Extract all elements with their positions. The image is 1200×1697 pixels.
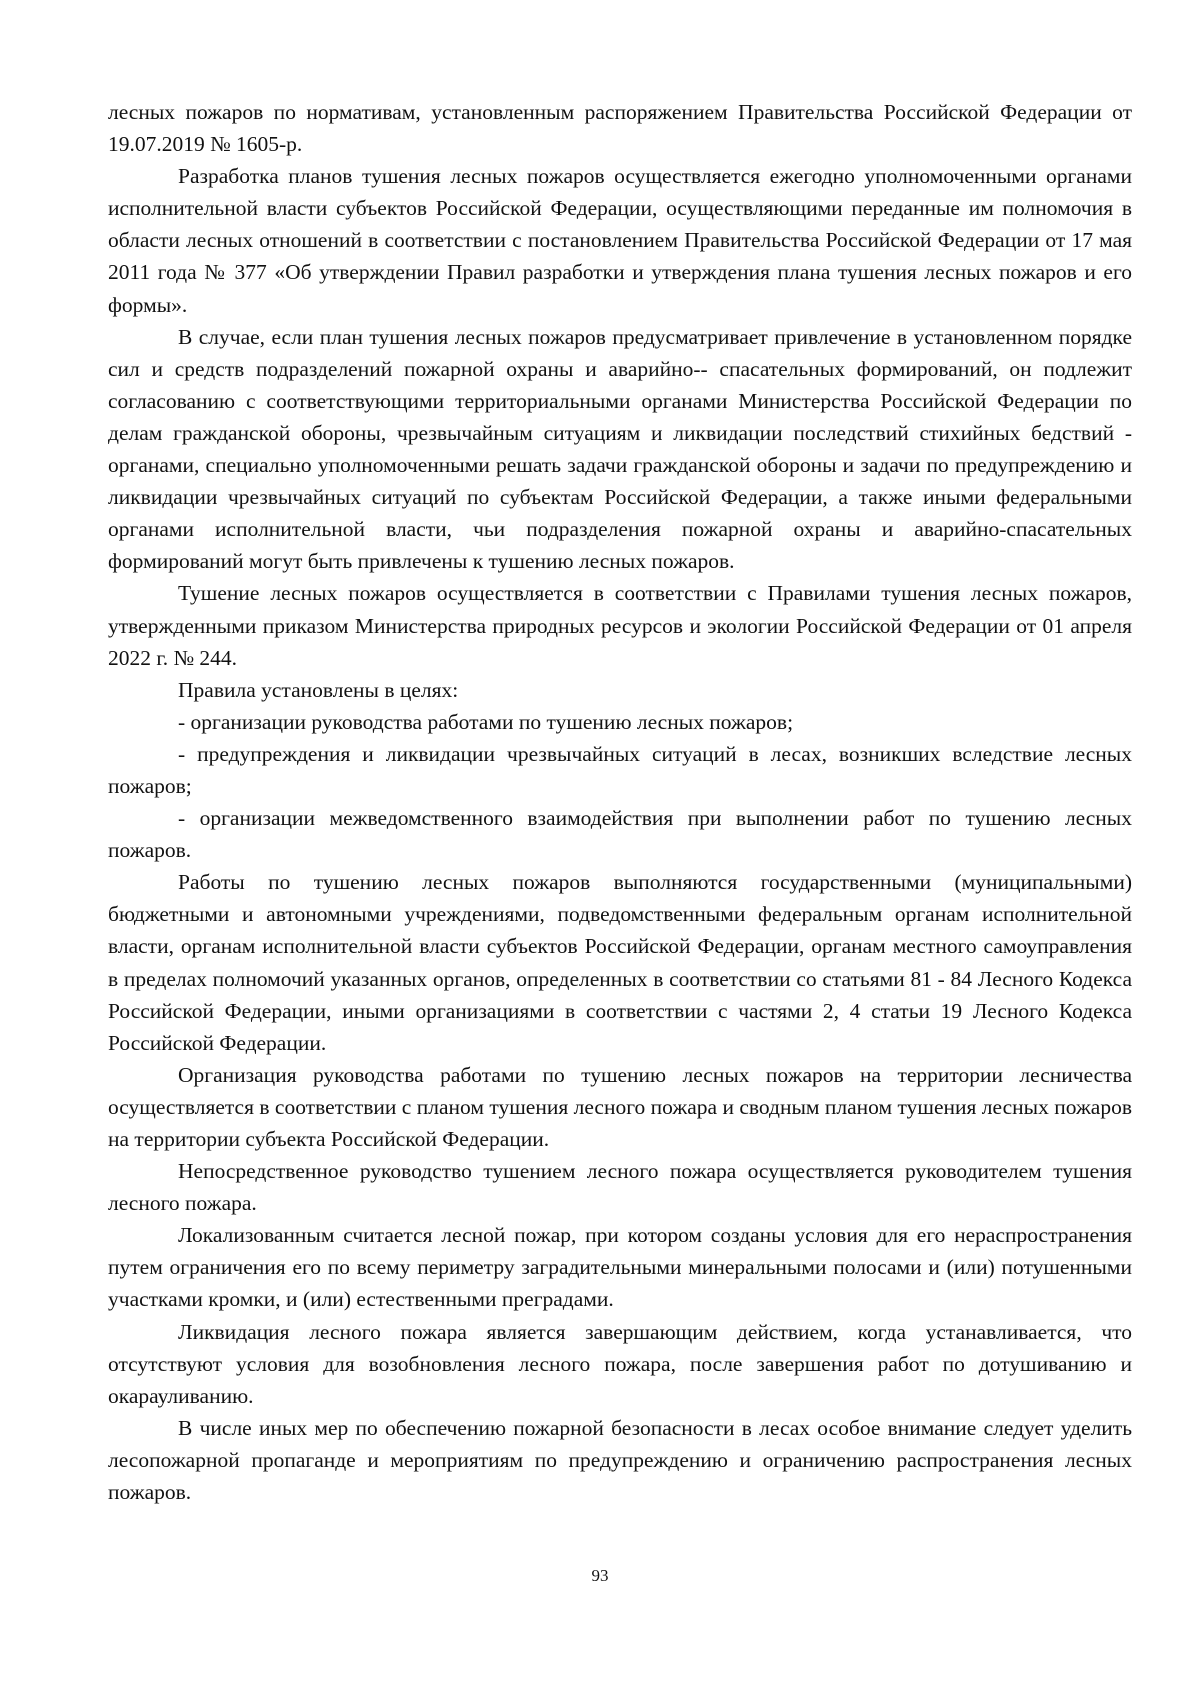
list-item-3: - организации межведомственного взаимодействия при выполнении работ по тушению лесных пожаров. [108, 806, 1132, 863]
list-item-2: - предупреждения и ликвидации чрезвычайных ситуаций в лесах, возникших вследствие лесных пожаров; [108, 741, 1132, 798]
paragraph-2: Разработка планов тушения лесных пожаров осуществляется ежегодно уполномоченными органами исполнительной власти субъектов Российской Федерации, осуществляющими переданные им полномочия в области лесных отношений в соответствии с постановлением Правительства Российской Федерации от 17 мая 2011 года № 377 «Об утверждении Правил разработки и утверждения плана тушения лесных пожаров и его формы». [108, 164, 1132, 317]
paragraph-4: Тушение лесных пожаров осуществляется в соответствии с Правилами тушения лесных пожаров, утвержденными приказом Министерства природных ресурсов и экологии Российской Федерации от 01 апреля 2022 г. № 244. [108, 581, 1132, 670]
paragraph-1: лесных пожаров по нормативам, установленным распоряжением Правительства Российской Федерации от 19.07.2019 № 1605-р. [108, 100, 1132, 157]
paragraph-5: Правила установлены в целях: [178, 677, 459, 702]
paragraph-6: Работы по тушению лесных пожаров выполняются государственными (муниципальными) бюджетными и автономными учреждениями, подведомственными федеральным органам исполнительной власти, органам исполнительной власти субъектов Российской Федерации, органам местного самоуправления в пределах полномочий указанных органов, определенных в соответствии со статьями 81 - 84 Лесного Кодекса Российской Федерации, иными организациями в соответствии с частями 2, 4 статьи 19 Лесного Кодекса Российской Федерации. [108, 870, 1132, 1055]
paragraph-10: Ликвидация лесного пожара является завершающим действием, когда устанавливается, что отсутствуют условия для возобновления лесного пожара, после завершения работ по дотушиванию и окарауливанию. [108, 1319, 1132, 1408]
paragraph-11: В числе иных мер по обеспечению пожарной безопасности в лесах особое внимание следует уделить лесопожарной пропаганде и мероприятиям по предупреждению и ограничению распространения лесных пожаров. [108, 1415, 1132, 1505]
paragraph-3: В случае, если план тушения лесных пожаров предусматривает привлечение в установленном порядке сил и средств подразделений пожарной охраны и аварийно-- спасательных формирований, он подлежит согласованию с соответствующими территориальными органами Министерства Российской Федерации по делам гражданской обороны, чрезвычайным ситуациям и ликвидации последствий стихийных бедствий - органами, специально уполномоченными решать задачи гражданской обороны и задачи по предупреждению и ликвидации чрезвычайных ситуаций по субъектам Российской Федерации, а также иными федеральными органами исполнительной власти, чьи подразделения пожарной охраны и аварийно-спасательных формирований могут быть привлечены к тушению лесных пожаров. [108, 324, 1132, 574]
paragraph-8: Непосредственное руководство тушением лесного пожара осуществляется руководителем тушения лесного пожара. [108, 1159, 1132, 1216]
document-body [108, 96, 1132, 1508]
list-item-1: - организации руководства работами по тушению лесных пожаров; [178, 709, 794, 734]
page-number: 93 [591, 1566, 609, 1585]
paragraph-7: Организация руководства работами по тушению лесных пожаров на территории лесничества осуществляется в соответствии с планом тушения лесного пожара и сводным планом тушения лесных пожаров на территории субъекта Российской Федерации. [108, 1062, 1132, 1151]
paragraph-9: Локализованным считается лесной пожар, при котором созданы условия для его нераспространения путем ограничения его по всему периметру заградительными минеральными полосами и (или) потушенными участками кромки, и (или) естественными преградами. [108, 1223, 1132, 1312]
